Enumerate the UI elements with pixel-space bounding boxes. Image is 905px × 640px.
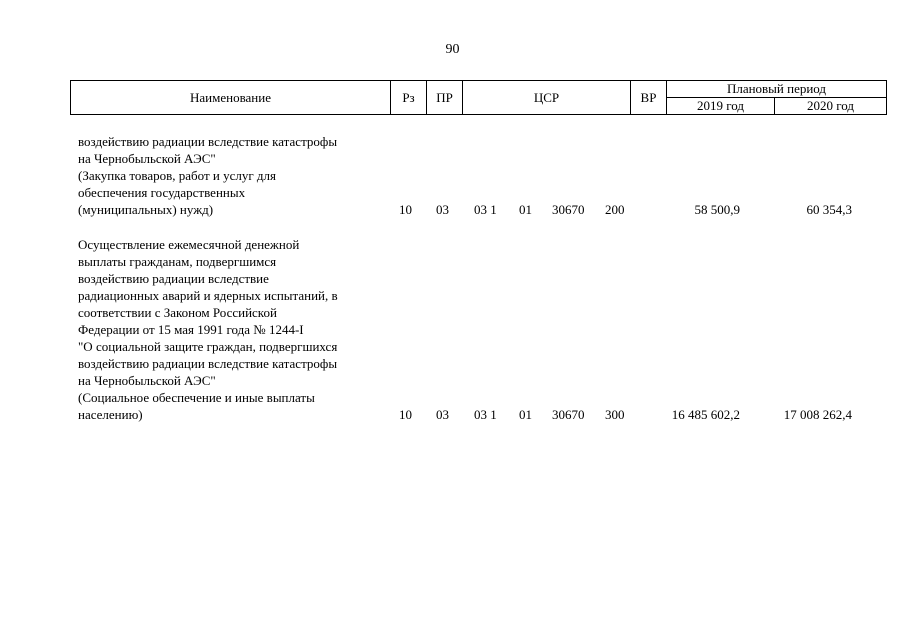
row-pr: 03 <box>436 407 449 422</box>
row-pr: 03 <box>436 202 449 217</box>
header-pr: ПР <box>427 81 463 115</box>
header-name: Наименование <box>71 81 391 115</box>
row-name: воздействию радиации вследствие катастрофы на Чернобыльской АЭС" (Закупка товаров, работ и услуг для обеспечения государственных (муниципальных) нужд) <box>78 134 338 217</box>
row-csr-program: 03 1 <box>474 202 497 217</box>
row-value-2020: 17 008 262,4 <box>783 407 852 422</box>
header-year-2020: 2020 год <box>775 98 887 115</box>
header-rz: Рз <box>391 81 427 115</box>
row-csr-direction: 30670 <box>552 202 585 217</box>
row-rz: 10 <box>399 407 412 422</box>
header-csr: ЦСР <box>463 81 631 115</box>
row-value-2019: 16 485 602,2 <box>671 407 740 422</box>
page-number: 90 <box>445 42 460 57</box>
row-name: Осуществление ежемесячной денежной выплаты гражданам, подвергшимся воздействию радиации вследствие радиационных аварий и ядерных испытаний, в соответствии с Законом Российской Федерации от 15 мая 1991 года № 1244-I "О социальной защите граждан, подвергшихся воздействию радиации вследствие катастрофы на Чернобыльской АЭС" (Социальное обеспечение и иные выплаты населению) <box>78 237 338 422</box>
header-year-2019: 2019 год <box>667 98 775 115</box>
row-csr-program: 03 1 <box>474 407 497 422</box>
table-header <box>70 80 887 115</box>
row-csr-subprogram: 01 <box>519 407 532 422</box>
row-vr: 200 <box>605 202 625 217</box>
header-vr: ВР <box>631 81 667 115</box>
header-planned-period: Плановый период <box>667 81 887 98</box>
row-csr-direction: 30670 <box>552 407 585 422</box>
row-value-2019: 58 500,9 <box>694 202 740 217</box>
row-rz: 10 <box>399 202 412 217</box>
row-vr: 300 <box>605 407 625 422</box>
row-csr-subprogram: 01 <box>519 202 532 217</box>
row-value-2020: 60 354,3 <box>806 202 852 217</box>
